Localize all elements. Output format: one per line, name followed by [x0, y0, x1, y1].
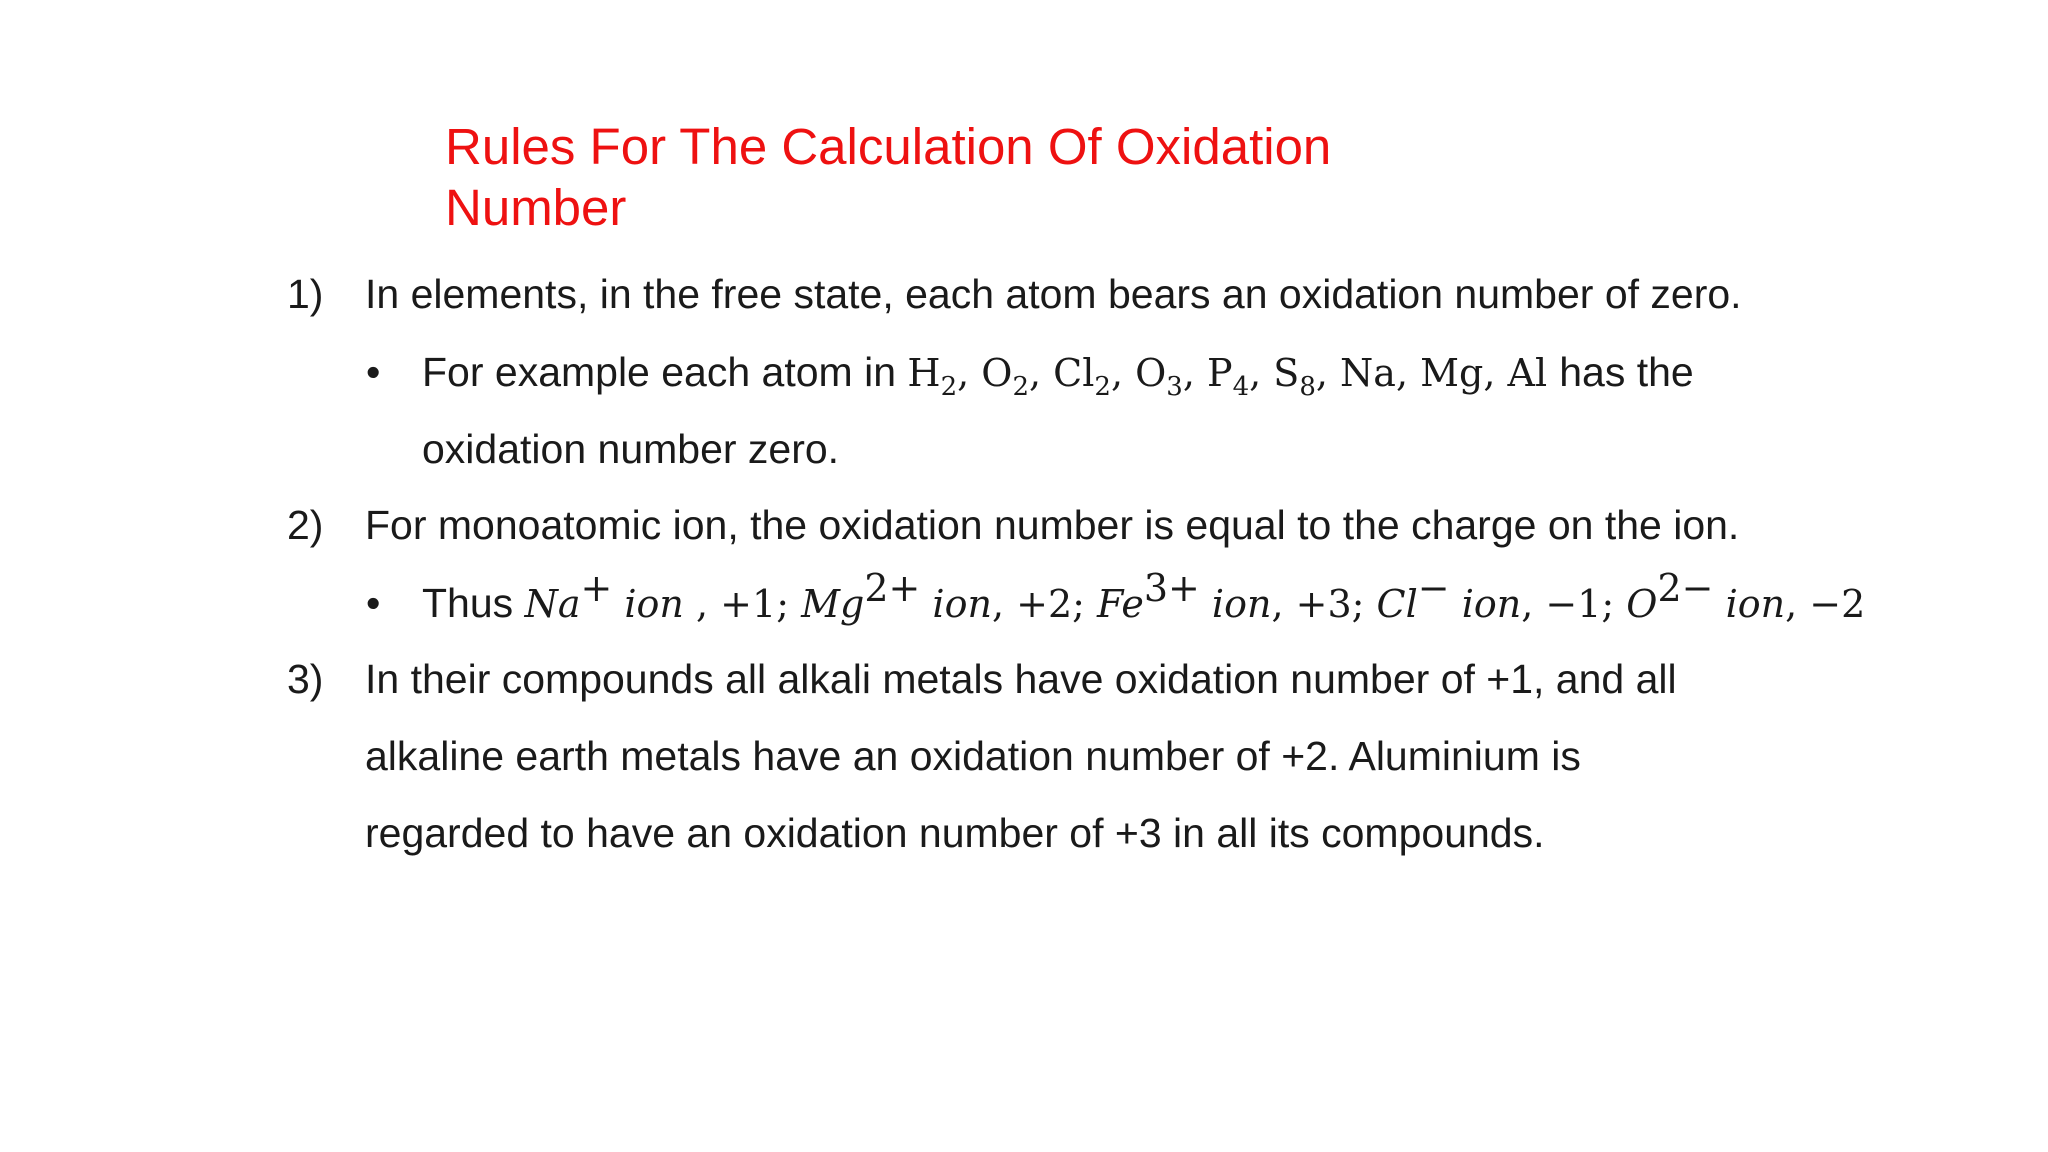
- ion-entry: [801, 566, 1098, 626]
- title-line-2: Number: [445, 179, 627, 236]
- formula-symbol: Na: [1340, 351, 1396, 395]
- ion-separator: ,: [1785, 582, 1810, 626]
- ion-separator: ,: [991, 582, 1017, 626]
- ion-oxidation-value: −2: [1809, 582, 1866, 626]
- ion-word: ion: [920, 582, 992, 626]
- chemical-formula: [981, 351, 1029, 402]
- chemical-formula: [1340, 351, 1396, 395]
- title-line-1: Rules For The Calculation Of Oxidation: [445, 118, 1332, 175]
- rule-1-example-prefix: For example each atom in: [422, 349, 897, 395]
- ion-separator: ,: [1521, 582, 1546, 626]
- ion-entry: [524, 566, 802, 626]
- chemical-formula: [1206, 351, 1250, 402]
- chemical-formula: [1053, 351, 1111, 402]
- rule-1-number: 1): [287, 271, 324, 317]
- formula-symbol: Cl: [1053, 351, 1095, 395]
- ion-symbol: Cl: [1376, 582, 1418, 626]
- ion-oxidation-value: +1: [720, 582, 777, 626]
- rule-2-text: For monoatomic ion, the oxidation number is equal to the charge on the ion.: [365, 502, 1740, 548]
- rule-2-number: 2): [287, 502, 324, 548]
- ion-entry: [1376, 566, 1627, 626]
- ion-oxidation-value: +2: [1016, 582, 1073, 626]
- ion-word: ion: [1199, 582, 1272, 626]
- ion-word: ion: [1449, 582, 1522, 626]
- ion-separator: ,: [1271, 582, 1296, 626]
- formula-symbol: O: [1135, 351, 1167, 395]
- slide-title: [445, 116, 1445, 238]
- ion-symbol: Mg: [801, 582, 865, 626]
- ion-end: ;: [1072, 582, 1098, 626]
- chemical-formula: [907, 351, 958, 402]
- ion-entry: [1626, 566, 1866, 626]
- ion-end: ;: [1351, 582, 1377, 626]
- formula-subscript: 8: [1299, 372, 1316, 402]
- ion-charge: 2+: [864, 566, 921, 610]
- ion-charge: −: [1417, 566, 1450, 610]
- ion-oxidation-value: +3: [1295, 582, 1352, 626]
- chemical-formula: [1508, 351, 1548, 395]
- ion-end: ;: [776, 582, 802, 626]
- rule-1-bullet: •: [366, 349, 381, 395]
- rule-2-bullet: •: [366, 580, 381, 626]
- chemical-formula: [1273, 351, 1316, 402]
- rule-1-example-continuation: oxidation number zero.: [422, 426, 840, 472]
- formula-subscript: 2: [940, 372, 958, 402]
- formula-symbol: H: [907, 351, 941, 395]
- rule-3-line-1: In their compounds all alkali metals have oxidation number of +1, and all: [365, 656, 1677, 702]
- ion-oxidation-value: −1: [1545, 582, 1602, 626]
- chemical-formula: [1135, 351, 1183, 402]
- rule-1-text: In elements, in the free state, each atom bears an oxidation number of zero.: [365, 271, 1742, 317]
- formula-subscript: 2: [1094, 372, 1111, 402]
- ion-word: ion: [612, 582, 684, 626]
- chemical-formula: [1420, 351, 1483, 395]
- ion-charge: 3+: [1143, 566, 1200, 610]
- rule-3-number: 3): [287, 656, 324, 702]
- rule-2-example-prefix: Thus: [422, 580, 514, 626]
- ion-charge-list: [524, 566, 1866, 626]
- ion-symbol: Fe: [1097, 582, 1144, 626]
- ion-separator: ,: [683, 582, 721, 626]
- formula-symbol: O: [981, 351, 1013, 395]
- ion-charge: 2−: [1657, 566, 1714, 610]
- rule-1-example: [422, 348, 1694, 402]
- formula-symbol: S: [1273, 351, 1300, 395]
- rule-1-example-suffix: has the: [1559, 349, 1694, 395]
- ion-entry: [1097, 566, 1377, 626]
- formula-list: $H_2$, $O_2$, $Cl_2$, $O_3$, $P_4$, $S_8$, Na, Mg, Al: [907, 351, 1548, 402]
- ion-symbol: Na: [524, 582, 581, 626]
- rule-3-line-2: alkaline earth metals have an oxidation number of +2. Aluminium is: [365, 733, 1581, 779]
- formula-subscript: 2: [1012, 372, 1029, 402]
- formula-symbol: P: [1206, 351, 1233, 395]
- ion-word: ion: [1713, 582, 1786, 626]
- ion-symbol: O: [1626, 582, 1658, 626]
- rule-2-example: [422, 566, 1866, 628]
- rule-3-line-3: regarded to have an oxidation number of +3 in all its compounds.: [365, 810, 1545, 856]
- formula-symbol: Al: [1507, 351, 1548, 395]
- ion-end: ;: [1601, 582, 1627, 626]
- ion-charge: +: [580, 566, 613, 610]
- formula-symbol: Mg: [1420, 351, 1484, 395]
- formula-subscript: 3: [1166, 372, 1183, 402]
- formula-subscript: 4: [1232, 372, 1250, 402]
